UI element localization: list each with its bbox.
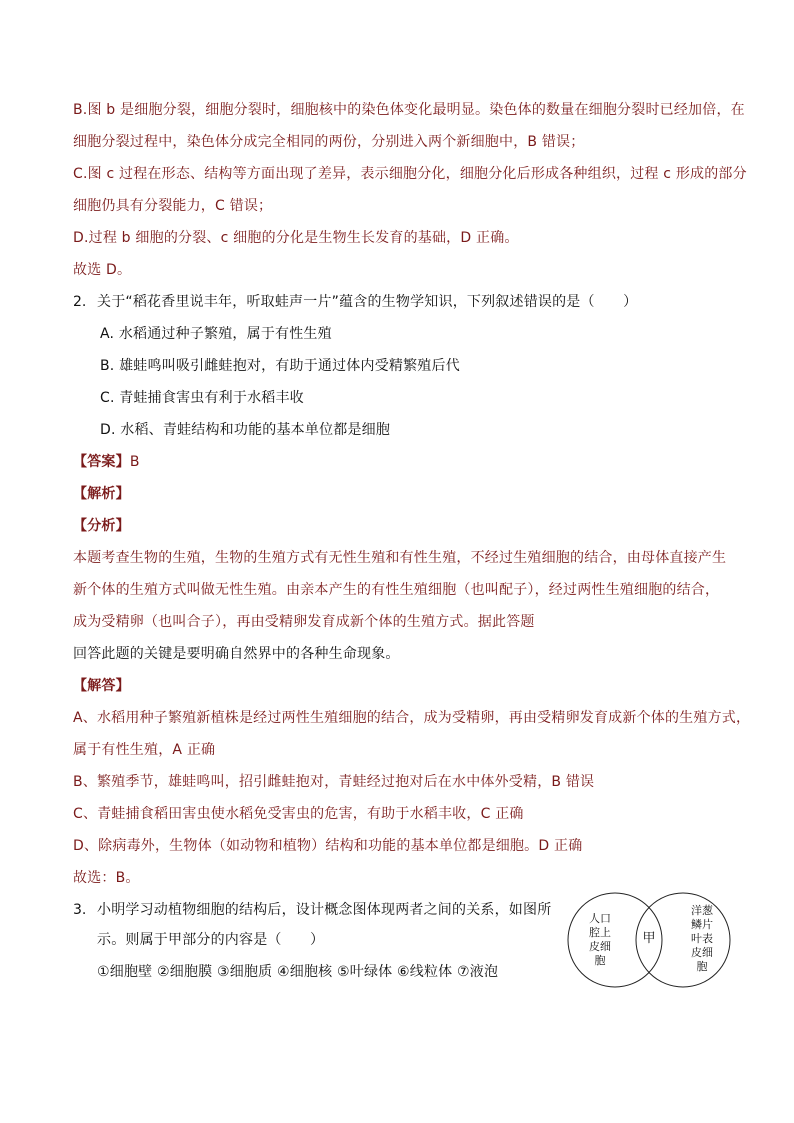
text-line: 细胞分裂过程中，染色体分成完全相同的两份，分别进入两个新细胞中，B 错误； xyxy=(73,134,585,150)
question-stem-cont: 示。则属于甲部分的内容是（ ） xyxy=(97,932,325,948)
jieda-line: 属于有性生殖，A 正确 xyxy=(73,742,216,758)
venn-diagram xyxy=(560,890,740,990)
text-line: B.图 b 是细胞分裂，细胞分裂时，细胞核中的染色体变化最明显。染色体的数量在细胞分裂时已经加倍，在 xyxy=(73,102,745,118)
question-number: 3. xyxy=(73,902,87,918)
answer-tag: 【答案】 xyxy=(73,454,130,470)
text-line: 细胞仍具有分裂能力，C 错误； xyxy=(73,198,273,214)
question-items: ①细胞壁 ②细胞膜 ③细胞质 ④细胞核 ⑤叶绿体 ⑥线粒体 ⑦液泡 xyxy=(97,964,499,980)
text-line: 故选 D。 xyxy=(73,262,132,278)
jieda-line: B、繁殖季节，雄蛙鸣叫，招引雌蛙抱对，青蛙经过抱对后在水中体外受精，B 错误 xyxy=(73,774,595,790)
jieda-line: C、青蛙捕食稻田害虫使水稻免受害虫的危害，有助于水稻丰收，C 正确 xyxy=(73,806,524,822)
fenxi-line: 成为受精卵（也叫合子），再由受精卵发育成新个体的生殖方式。据此答题 xyxy=(73,614,535,630)
fenxi-last-line: 回答此题的关键是要明确自然界中的各种生命现象。 xyxy=(73,646,400,662)
analysis-tag: 【解析】 xyxy=(73,486,130,502)
fenxi-tag: 【分析】 xyxy=(73,518,130,534)
jieda-line: D、除病毒外，生物体（如动物和植物）结构和功能的基本单位都是细胞。D 正确 xyxy=(73,838,583,854)
venn-right-label: 洋葱 鳞片 叶表 皮细 胞 xyxy=(691,904,713,973)
option-c: C. 青蛙捕食害虫有利于水稻丰收 xyxy=(100,390,304,406)
text-line: D.过程 b 细胞的分裂、c 细胞的分化是生物生长发育的基础，D 正确。 xyxy=(73,230,519,246)
jieda-tag: 【解答】 xyxy=(73,678,130,694)
jieda-line: A、水稻用种子繁殖新植株是经过两性生殖细胞的结合，成为受精卵，再由受精卵发育成新个体的生殖方式， xyxy=(73,710,751,726)
option-b: B. 雄蛙鸣叫吸引雌蛙抱对，有助于通过体内受精繁殖后代 xyxy=(100,358,460,374)
text-line: C.图 c 过程在形态、结构等方面出现了差异，表示细胞分化，细胞分化后形成各种组织，过程 c 形成的部分 xyxy=(73,166,747,182)
venn-left-label: 人口 腔上 皮细 胞 xyxy=(589,912,611,967)
question-stem: 小明学习动植物细胞的结构后，设计概念图体现两者之间的关系，如图所 xyxy=(97,902,552,918)
option-a: A. 水稻通过种子繁殖，属于有性生殖 xyxy=(100,326,332,342)
answer-value: B xyxy=(129,454,140,470)
question-stem: 关于“稻花香里说丰年，听取蛙声一片”蕴含的生物学知识，下列叙述错误的是（ ） xyxy=(97,294,638,310)
fenxi-line: 新个体的生殖方式叫做无性生殖。由亲本产生的有性生殖细胞（也叫配子），经过两性生殖细胞的结合， xyxy=(73,582,720,598)
answer-line xyxy=(73,452,140,472)
conclusion-line: 故选：B。 xyxy=(73,870,140,886)
option-d: D. 水稻、青蛙结构和功能的基本单位都是细胞 xyxy=(100,422,391,438)
question-number: 2. xyxy=(73,294,87,310)
venn-center-label: 甲 xyxy=(642,931,656,946)
fenxi-line: 本题考查生物的生殖，生物的生殖方式有无性生殖和有性生殖，不经过生殖细胞的结合，由母体直接产生 xyxy=(73,550,727,566)
